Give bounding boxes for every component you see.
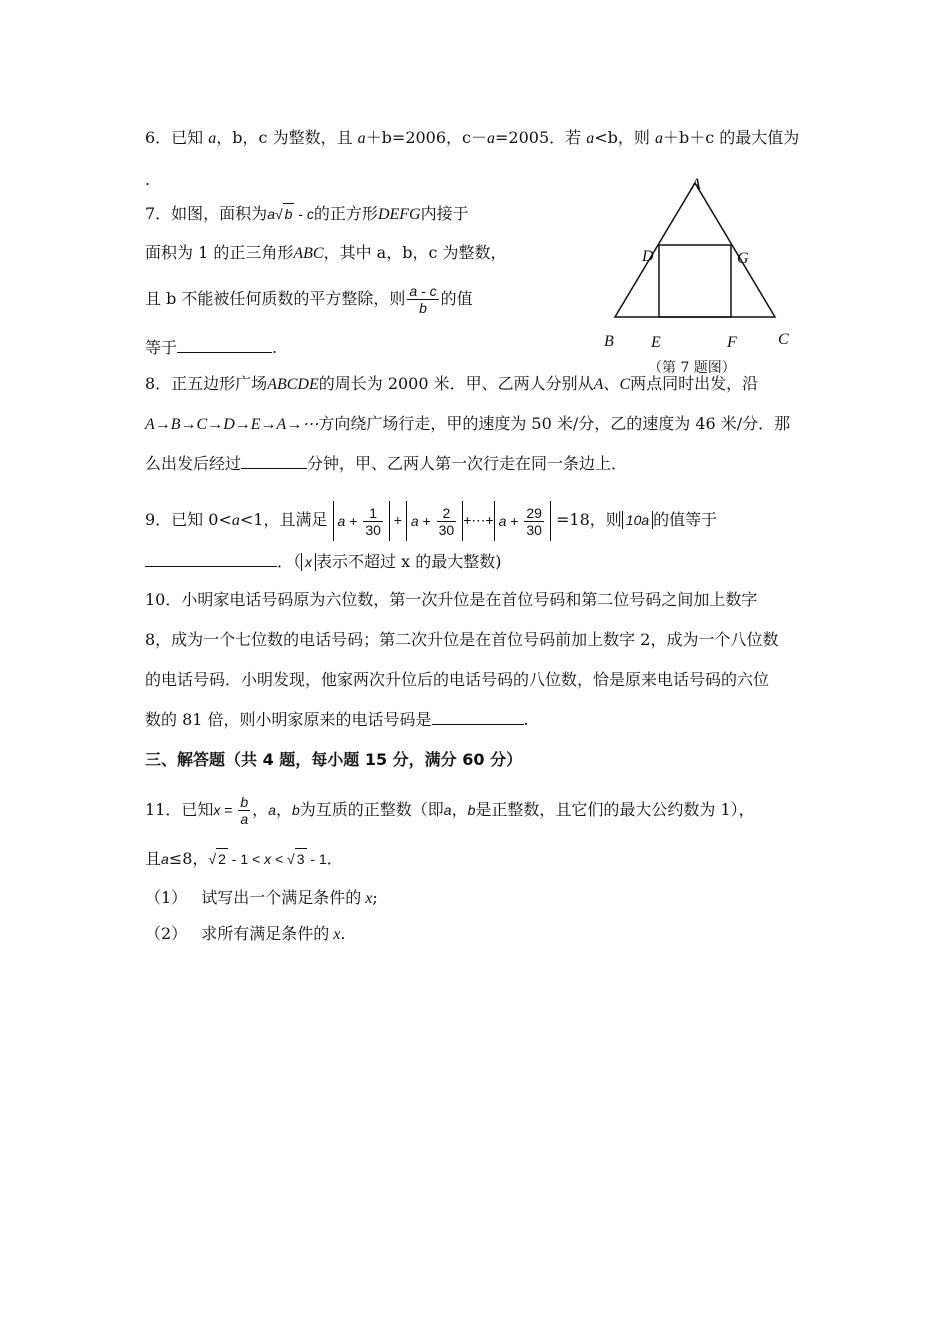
q11-text: ≤8，: [168, 849, 209, 868]
floor-term-2: [406, 501, 463, 541]
figure-caption: （第 7 题图）: [648, 360, 736, 375]
minus: -: [294, 206, 307, 222]
q7-text: 的值: [440, 289, 473, 308]
q8-text: 8．正五边形广场: [145, 374, 268, 393]
q11-ineq: - 1: [306, 851, 327, 867]
fraction-num: 29: [526, 504, 542, 521]
q6-text: ，b，c 为整数，且: [216, 128, 358, 147]
fraction: [437, 505, 457, 538]
section-3-title: 三、解答题（共 4 题，每小题 15 分，满分 60 分）: [145, 750, 523, 769]
fraction-num: 1: [363, 505, 383, 522]
part-number: （1）: [145, 888, 188, 907]
var-x: x: [329, 926, 341, 943]
question-7-line1: 7．如图，面积为a√ b - c的正方形DEFG内接于: [145, 204, 469, 223]
q7-text: 7．如图，面积为: [145, 204, 268, 223]
label-f: F: [727, 334, 737, 351]
q7-text: 的正方形: [313, 204, 378, 223]
label-b: B: [604, 333, 614, 350]
triangle-abc: [615, 183, 775, 317]
var-x: x: [213, 802, 221, 818]
fraction: [407, 283, 438, 316]
fraction: [238, 794, 250, 827]
q8-text: 的周长为 2000 米．甲、乙两人分别从: [318, 374, 594, 393]
q11-ineq: <: [271, 851, 288, 867]
question-9-line2: [145, 552, 501, 572]
sqrt-b: b: [283, 203, 295, 224]
pentagon-name: ABCDE: [267, 376, 319, 393]
q9-text: <1，且满足: [239, 510, 328, 529]
q7-text: ，其中 a，b，c 为整数，: [323, 243, 507, 262]
question-8-line2: [145, 414, 790, 435]
question-7-line2: [145, 243, 507, 264]
question-8-line3: [145, 454, 627, 474]
part-text: 求所有满足条件的: [201, 924, 330, 943]
fraction: [524, 505, 544, 538]
q9-note: 表示不超过 x 的最大整数): [316, 552, 502, 571]
question-9-line1: [145, 500, 717, 541]
question-11-part-1: [145, 888, 378, 909]
equals: =: [220, 802, 237, 818]
q7-text: 内接于: [420, 204, 469, 223]
q8-text: 么出发后经过: [145, 454, 242, 473]
var-a: a: [443, 802, 452, 818]
q7-text: 等于: [145, 338, 178, 357]
q7-text: 面积为 1 的正三角形: [145, 243, 294, 262]
var-a: a: [268, 802, 276, 818]
q9-text: 的值等于: [653, 510, 718, 529]
ellipsis: +⋯+: [463, 512, 494, 528]
fraction-num: b: [240, 794, 249, 810]
q9-text: 9．已知 0<: [145, 510, 232, 529]
floor-10a: 10a: [622, 511, 653, 529]
question-7-line3: [145, 283, 473, 316]
q10-text: .: [523, 710, 529, 729]
question-6-line1: [145, 128, 799, 149]
label-c: C: [778, 331, 789, 348]
q6-text: <b，则: [594, 128, 655, 147]
question-7-line4: [145, 338, 277, 358]
fraction-den: 30: [526, 521, 542, 538]
square-defg: [659, 245, 731, 317]
fraction-den: a: [240, 811, 249, 827]
var-b: b: [467, 802, 476, 818]
var-a: a: [208, 130, 217, 147]
answer-blank[interactable]: [177, 338, 272, 353]
var-x: x: [264, 851, 272, 867]
fraction-num: 2: [437, 505, 457, 522]
question-6-line2: [145, 170, 150, 190]
question-8-line1: [145, 374, 758, 395]
question-10-line3: 的电话号码．小明发现，他家两次升位后的电话号码的八位数，恰是原来电话号码的六位: [145, 670, 770, 689]
floor-x: x: [301, 553, 316, 571]
floor-term-29: [494, 501, 551, 541]
point-c: C: [619, 376, 631, 393]
question-10-line2: 8，成为一个七位数的电话号码；第二次升位是在首位号码前加上数字 2，成为一个八位数: [145, 630, 779, 649]
q11-text: 是正整数，且它们的最大公约数为 1），: [475, 800, 755, 819]
q8-text: 两点同时出发，沿: [630, 374, 759, 393]
sqrt-2: 2: [216, 848, 228, 869]
var-a: a: [267, 206, 275, 222]
q11-text: ，: [451, 800, 468, 819]
question-11-line2: 且a≤8，√ 2 - 1 < x < √ 3 - 1．: [145, 849, 343, 868]
q6-text: 6．已知: [145, 128, 209, 147]
q11-text: ，: [252, 800, 269, 819]
var-a: a: [410, 512, 419, 529]
triangle-name: ABC: [293, 245, 324, 262]
walk-path: A→B→C→D→E→A→⋯: [145, 416, 319, 433]
fraction-num: a - c: [409, 283, 437, 299]
q11-ineq: - 1 <: [227, 851, 265, 867]
label-a: A: [691, 176, 701, 193]
q8-text: 分钟，甲、乙两人第一次行走在同一条边上．: [307, 454, 628, 473]
plus: +: [418, 512, 435, 529]
var-c: c: [306, 206, 314, 222]
q7-text: .: [272, 338, 278, 357]
fraction-den: 30: [365, 521, 381, 538]
plus: +: [389, 512, 406, 528]
q6-text: ＋b＋c 的最大值为: [662, 128, 800, 147]
fraction: [363, 505, 383, 538]
var-x: x: [361, 890, 373, 907]
q6-text: =2005．若: [495, 128, 587, 147]
q11-text: 且: [145, 849, 162, 868]
q9-text: =18，则: [556, 510, 622, 529]
q8-text: 、: [603, 374, 620, 393]
q9-text: ．（: [277, 552, 302, 571]
floor-term-1: [333, 501, 390, 541]
var-a: a: [337, 512, 346, 529]
part-text: 试写出一个满足条件的: [201, 888, 362, 907]
var-a: a: [586, 130, 595, 147]
q11-text: 11．已知: [145, 800, 214, 819]
answer-blank[interactable]: [241, 454, 307, 469]
var-a: a: [498, 512, 507, 529]
q6-text: ＋b=2006，c－: [365, 128, 488, 147]
label-d: D: [642, 248, 654, 265]
square-name: DEFG: [377, 206, 421, 223]
part-text: .: [340, 924, 346, 943]
q11-text: ．: [326, 849, 343, 868]
var-a: a: [487, 130, 496, 147]
fraction-den: b: [419, 300, 427, 316]
label-g: G: [737, 250, 749, 267]
part-number: （2）: [145, 924, 188, 943]
triangle-square-figure: [595, 175, 805, 375]
fraction-den: 30: [438, 521, 455, 538]
var-a: a: [654, 130, 663, 147]
plus: +: [506, 512, 523, 529]
q11-text: 为互质的正整数（即: [299, 800, 444, 819]
answer-blank[interactable]: [145, 552, 277, 567]
label-e: E: [651, 334, 661, 351]
sqrt-3: 3: [295, 848, 307, 869]
question-11-part-2: [145, 924, 345, 945]
var-a: a: [357, 130, 366, 147]
q10-text: 数的 81 倍，则小明家原来的电话号码是: [145, 710, 432, 729]
var-a: a: [161, 851, 169, 867]
question-11-line1: [145, 790, 755, 830]
var-b: b: [291, 802, 300, 818]
q8-text: 方向绕广场行走，甲的速度为 50 米/分，乙的速度为 46 米/分．那: [318, 414, 791, 433]
q6-answer-end: .: [145, 170, 151, 189]
question-10-line4: [145, 710, 529, 730]
part-text: ;: [372, 888, 378, 907]
answer-blank[interactable]: [432, 710, 524, 725]
q11-text: ，: [275, 800, 292, 819]
question-10-line1: 10．小明家电话号码原为六位数，第一次升位是在首位号码和第二位号码之间加上数字: [145, 590, 758, 609]
var-a: a: [231, 512, 240, 529]
q7-text: 且 b 不能被任何质数的平方整除，则: [145, 289, 406, 308]
plus: +: [345, 512, 362, 529]
point-a: A: [593, 376, 604, 393]
